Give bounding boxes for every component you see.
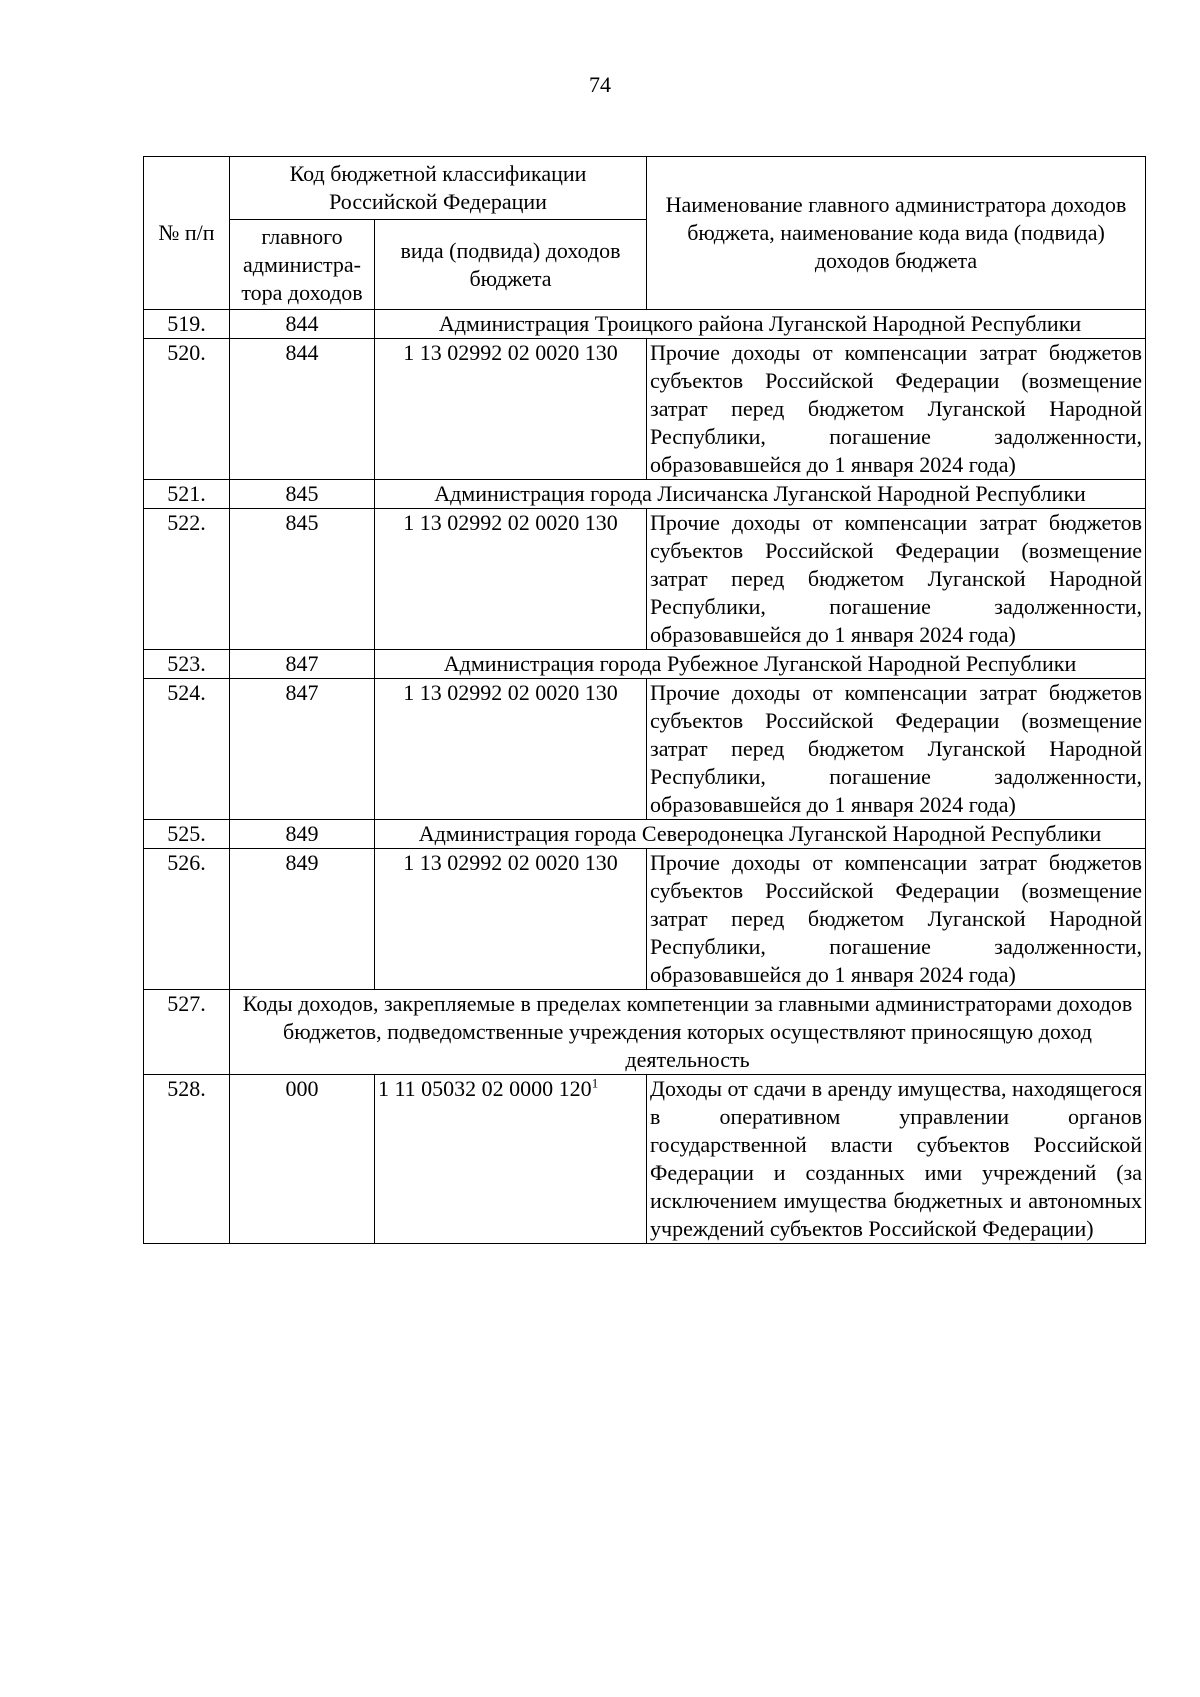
row-income-code: 1 13 02992 02 0020 130 xyxy=(375,339,647,480)
group-admin-code: 845 xyxy=(230,480,375,509)
table-row xyxy=(144,339,1146,480)
row-income-name: Прочие доходы от компенсации затрат бюджетов субъектов Российской Федерации (возмещение затрат перед бюджетом Луганской Народной Республики, погашение задолженности, образовавшейся до 1 января 2024 года) xyxy=(647,339,1146,480)
row-num: 522. xyxy=(144,509,230,650)
row-admin-code: 844 xyxy=(230,339,375,480)
header-num: № п/п xyxy=(144,157,230,310)
page-number: 74 xyxy=(589,72,611,97)
table-row-group xyxy=(144,310,1146,339)
section-title: Коды доходов, закрепляемые в пределах компетенции за главными администраторами доходов бюджетов, подведомственные учреждения которых осуществляют приносящую доход деятельность xyxy=(230,990,1146,1075)
table-row-group xyxy=(144,480,1146,509)
income-code-text: 1 11 05032 02 0000 120 xyxy=(378,1076,592,1101)
row-num: 520. xyxy=(144,339,230,480)
row-admin-code: 000 xyxy=(230,1075,375,1244)
group-admin-code: 849 xyxy=(230,820,375,849)
row-income-name: Прочие доходы от компенсации затрат бюджетов субъектов Российской Федерации (возмещение затрат перед бюджетом Луганской Народной Республики, погашение задолженности, образовавшейся до 1 января 2024 года) xyxy=(647,509,1146,650)
row-income-code xyxy=(375,1075,647,1244)
row-num: 519. xyxy=(144,310,230,339)
row-num: 521. xyxy=(144,480,230,509)
budget-classification-table xyxy=(143,156,1146,1244)
row-admin-code: 847 xyxy=(230,679,375,820)
row-num: 523. xyxy=(144,650,230,679)
table-row xyxy=(144,849,1146,990)
row-income-code: 1 13 02992 02 0020 130 xyxy=(375,509,647,650)
group-title: Администрация города Северодонецка Луганской Народной Республики xyxy=(375,820,1146,849)
table-row xyxy=(144,509,1146,650)
group-title: Администрация города Лисичанска Луганской Народной Республики xyxy=(375,480,1146,509)
row-num: 527. xyxy=(144,990,230,1075)
header-admin: главного администра-тора доходов xyxy=(230,220,375,310)
row-income-name: Доходы от сдачи в аренду имущества, находящегося в оперативном управлении органов государственной власти субъектов Российской Федерации и созданных ими учреждений (за исключением имущества бюджетных и автономных учреждений субъектов Российской Федерации) xyxy=(647,1075,1146,1244)
group-title: Администрация города Рубежное Луганской Народной Республики xyxy=(375,650,1146,679)
row-num: 525. xyxy=(144,820,230,849)
row-num: 526. xyxy=(144,849,230,990)
header-type: вида (подвида) доходов бюджета xyxy=(375,220,647,310)
table-row xyxy=(144,679,1146,820)
row-income-code: 1 13 02992 02 0020 130 xyxy=(375,679,647,820)
group-admin-code: 844 xyxy=(230,310,375,339)
row-admin-code: 845 xyxy=(230,509,375,650)
header-kbk: Код бюджетной классификации Российской Федерации xyxy=(230,157,647,220)
row-admin-code: 849 xyxy=(230,849,375,990)
row-income-name: Прочие доходы от компенсации затрат бюджетов субъектов Российской Федерации (возмещение затрат перед бюджетом Луганской Народной Республики, погашение задолженности, образовавшейся до 1 января 2024 года) xyxy=(647,679,1146,820)
table-row-group xyxy=(144,820,1146,849)
row-income-name: Прочие доходы от компенсации затрат бюджетов субъектов Российской Федерации (возмещение затрат перед бюджетом Луганской Народной Республики, погашение задолженности, образовавшейся до 1 января 2024 года) xyxy=(647,849,1146,990)
row-num: 528. xyxy=(144,1075,230,1244)
table-row-section xyxy=(144,990,1146,1075)
table-row xyxy=(144,1075,1146,1244)
group-title: Администрация Троицкого района Луганской Народной Республики xyxy=(375,310,1146,339)
row-income-code: 1 13 02992 02 0020 130 xyxy=(375,849,647,990)
table-row-group xyxy=(144,650,1146,679)
group-admin-code: 847 xyxy=(230,650,375,679)
row-num: 524. xyxy=(144,679,230,820)
footnote-marker: 1 xyxy=(591,1075,599,1091)
header-name: Наименование главного администратора доходов бюджета, наименование кода вида (подвида) доходов бюджета xyxy=(647,157,1146,310)
